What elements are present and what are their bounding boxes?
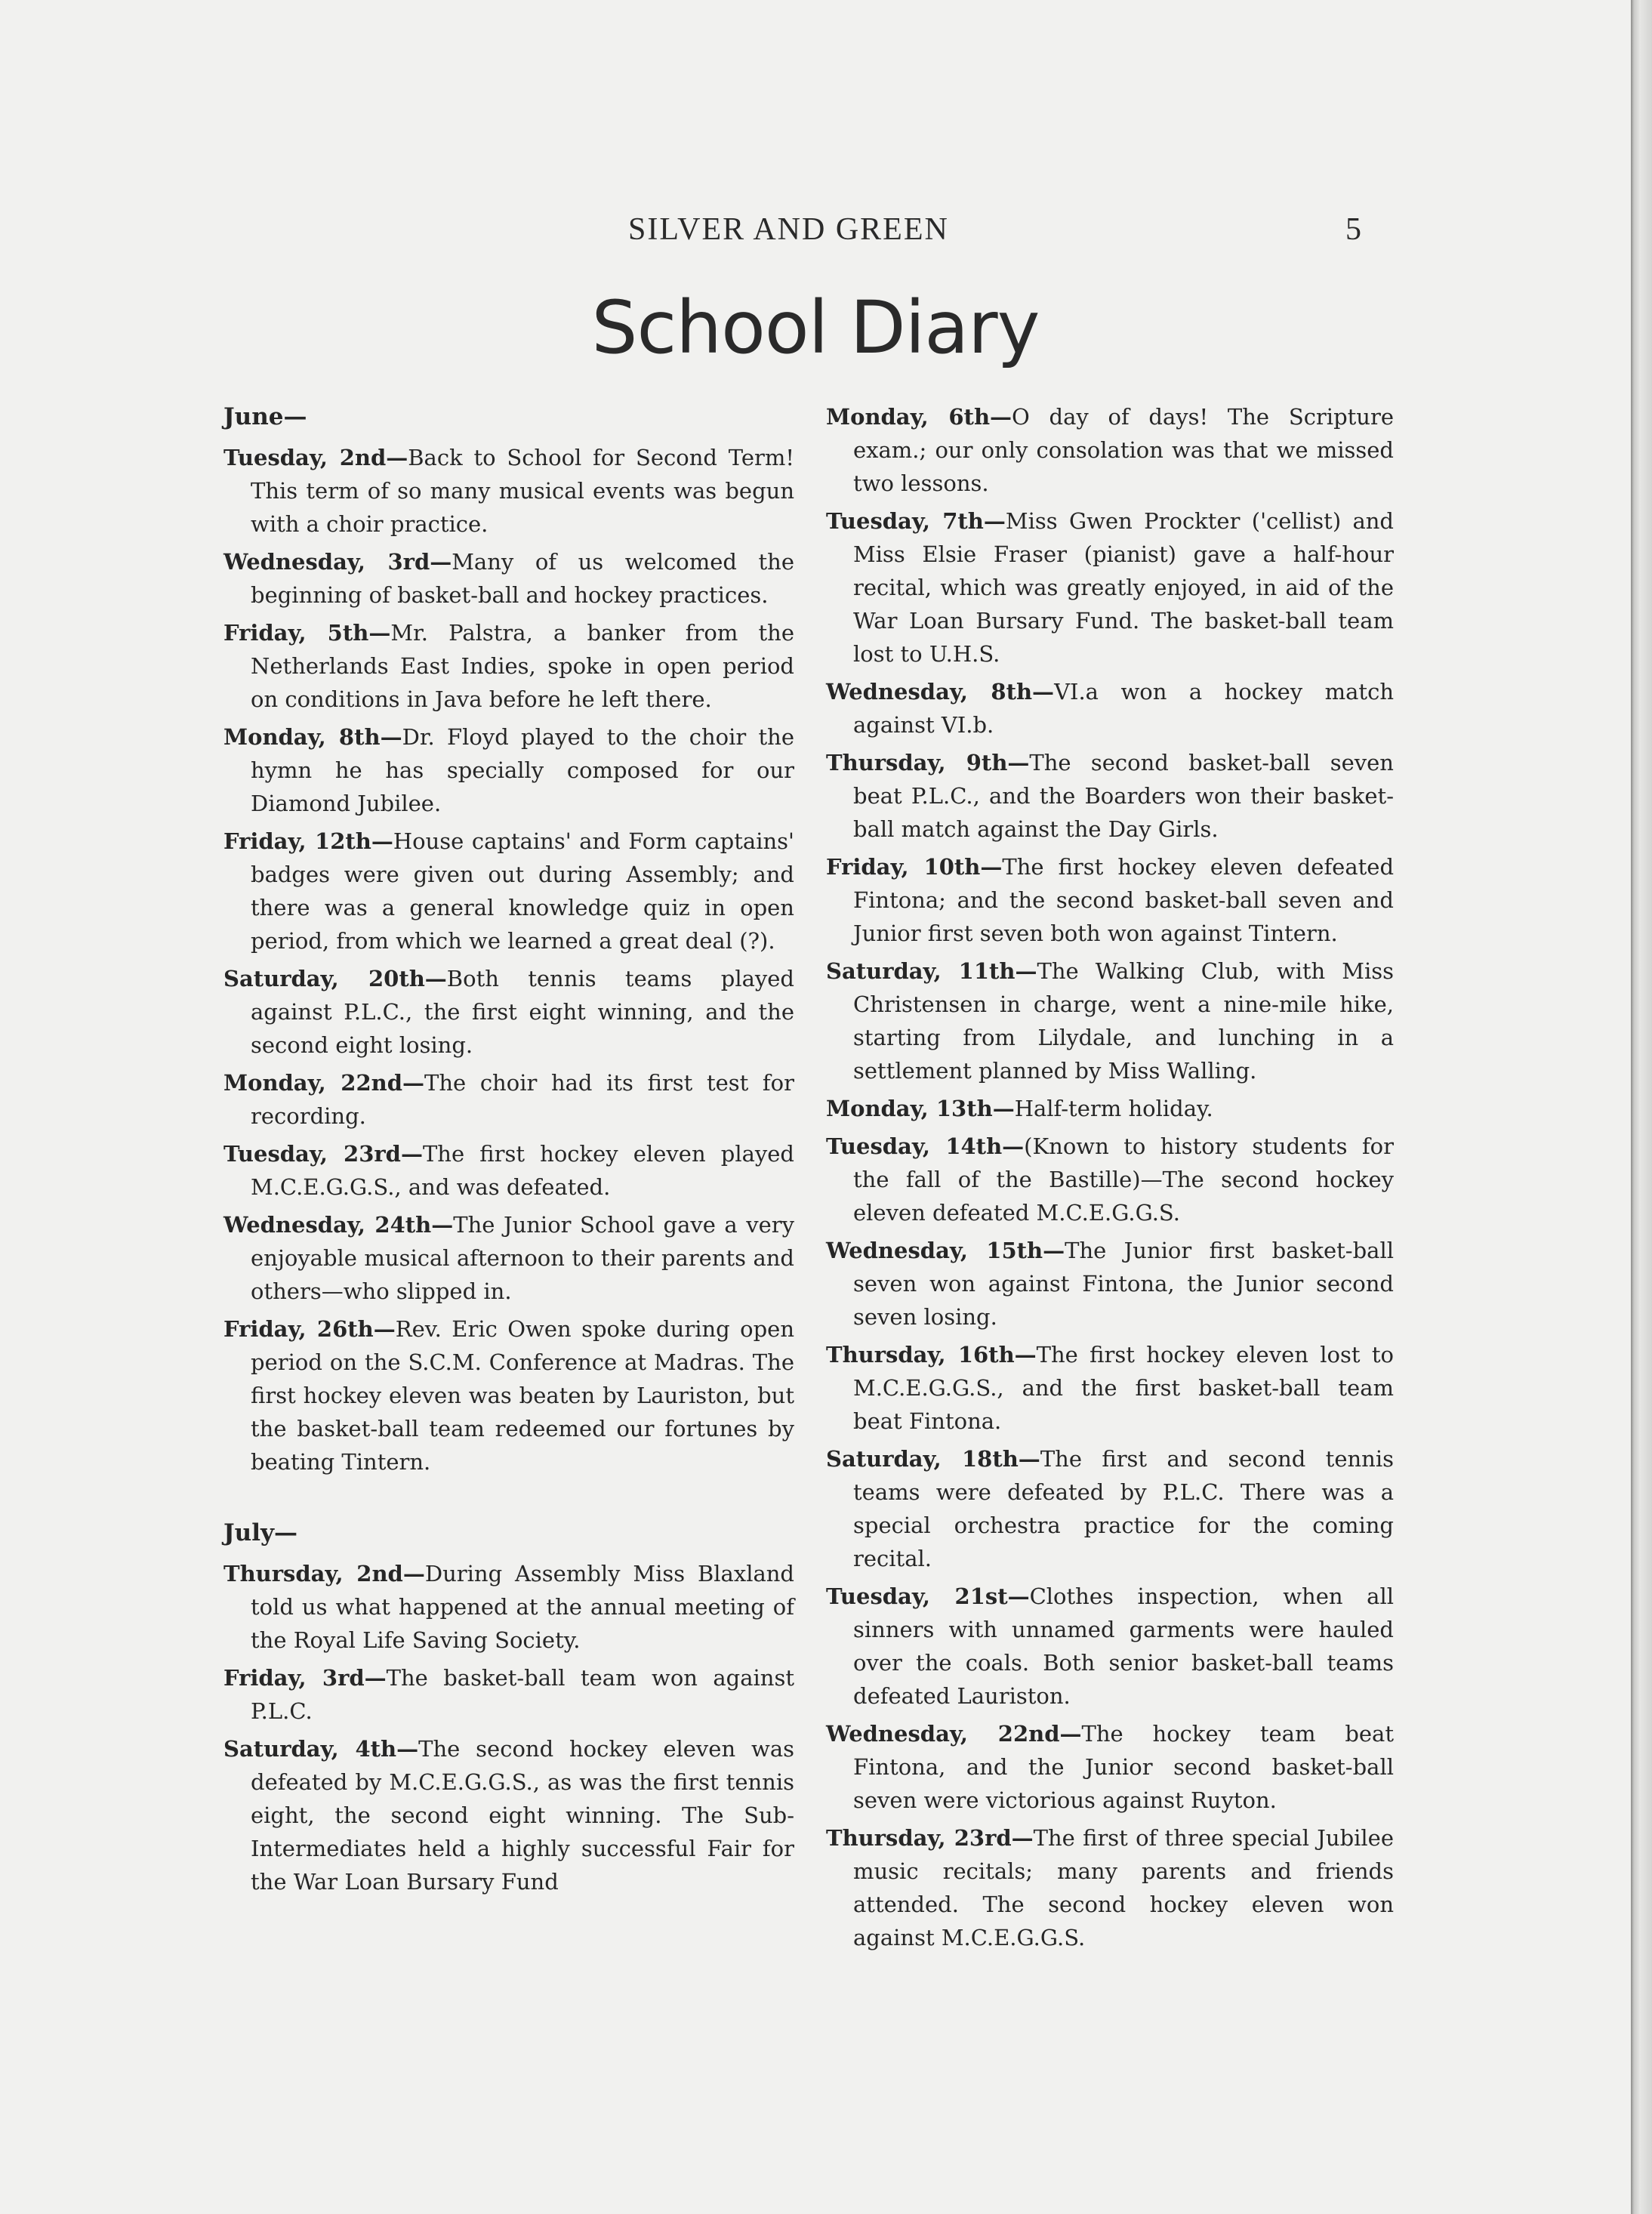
entry-date: Monday, 13th— [826,1096,1015,1121]
diary-entry [223,1208,794,1308]
entry-text: O day of days! The Scripture exam.; our only consolation was that we missed two lessons. [853,404,1394,496]
entry-date: Wednesday, 22nd— [826,1721,1082,1747]
entry-date: Friday, 5th— [223,620,391,646]
diary-entry [826,1717,1394,1817]
entry-date: Thursday, 2nd— [223,1561,425,1586]
diary-entry [826,1442,1394,1575]
diary-entry [826,850,1394,950]
entry-text: (Known to history students for the fall of the Bastille)—The second hockey eleven defeated M.C.E.G.G.S. [853,1133,1395,1226]
entry-text: The Junior School gave a very enjoyable musical afternoon to their parents and others—who slipped in. [251,1212,795,1304]
diary-entry [223,1137,794,1204]
entry-text: The first of three special Jubilee music recitals; many parents and friends attended. The second hockey eleven won against M.C.E.G.G.S. [853,1825,1395,1950]
right-column [826,400,1394,1959]
entry-text: The first hockey eleven defeated Fintona; and the second basket-ball seven and Junior first seven both won against Tintern. [853,854,1395,946]
entry-text: House captains' and Form captains' badges were given out during Assembly; and there was a general knowledge quiz in open period, from which we learned a great deal (?). [251,828,794,954]
entry-date: Tuesday, 14th— [826,1133,1025,1159]
entry-date: Tuesday, 2nd— [223,445,408,470]
entry-date: Wednesday, 3rd— [223,549,452,575]
entry-text: Rev. Eric Owen spoke during open period on the S.C.M. Conference at Madras. The first hockey eleven was beaten by Lauriston, but the basket-ball team redeemed our fortunes by beating Tintern. [251,1316,795,1475]
entry-text: The first and second tennis teams were defeated by P.L.C. There was a special orchestra practice for the coming recital. [853,1446,1394,1571]
entry-text: The basket-ball team won against P.L.C. [251,1665,794,1724]
page-gutter [1631,0,1652,2214]
entry-date: Wednesday, 15th— [826,1238,1065,1263]
entry-text: The first hockey eleven lost to M.C.E.G.G.S., and the first basket-ball team beat Fintona. [853,1342,1394,1434]
entry-text: During Assembly Miss Blaxland told us what happened at the annual meeting of the Royal Life Saving Society. [251,1561,794,1653]
entry-date: Friday, 12th— [223,828,393,854]
entry-date: Monday, 8th— [223,724,402,750]
entry-text: Back to School for Second Term! This term of so many musical events was begun with a choir practice. [251,445,794,537]
running-title: SILVER AND GREEN [628,212,949,247]
diary-entry [826,1234,1394,1334]
entry-date: Thursday, 16th— [826,1342,1037,1368]
entry-text: The Junior first basket-ball seven won against Fintona, the Junior second seven losing. [853,1238,1395,1330]
entry-text: Half-term holiday. [1014,1096,1213,1121]
diary-entry [223,1066,794,1133]
entry-date: Wednesday, 24th— [223,1212,454,1238]
page-number: 5 [1345,212,1361,247]
entry-date: Thursday, 9th— [826,750,1030,776]
diary-entry [223,1661,794,1728]
entry-text: Clothes inspection, when all sinners with unnamed garments were hauled over the coals. Both senior basket-ball teams defeated Lauriston. [853,1583,1394,1709]
diary-entry [223,1312,794,1479]
diary-entry [826,400,1394,500]
entry-date: Friday, 3rd— [223,1665,387,1691]
entry-date: Saturday, 20th— [223,966,447,991]
entry-text: VI.a won a hockey match against VI.b. [853,679,1394,738]
diary-entry [223,545,794,612]
month-heading-july: July— [223,1519,297,1546]
entry-date: Saturday, 11th— [826,958,1037,984]
entry-date: Tuesday, 7th— [826,508,1006,534]
entry-date: Friday, 26th— [223,1316,396,1342]
diary-entry [826,1338,1394,1438]
diary-entry [826,1092,1394,1125]
entry-text: Miss Gwen Prockter ('cellist) and Miss Elsie Fraser (pianist) gave a half-hour recital, which was greatly enjoyed, in aid of the War Loan Bursary Fund. The basket-ball team lost to U.H.S. [853,508,1394,667]
entry-text: The Walking Club, with Miss Christensen in charge, went a nine-mile hike, starting from Lilydale, and lunching in a settlement planned by Miss Walling. [853,958,1394,1084]
diary-entry [223,720,794,820]
entry-date: Thursday, 23rd— [826,1825,1034,1851]
month-heading-june: June— [223,403,307,430]
diary-entry [223,441,794,541]
diary-entry [826,504,1394,671]
left-column [223,400,794,1903]
diary-entry [223,825,794,957]
entry-date: Wednesday, 8th— [826,679,1055,705]
entry-text: Both tennis teams played against P.L.C., the first eight winning, and the second eight losing. [251,966,794,1058]
entry-date: Tuesday, 23rd— [223,1141,423,1167]
diary-entry [826,746,1394,846]
diary-entry [223,1557,794,1657]
entry-date: Monday, 22nd— [223,1070,424,1096]
diary-entry [826,1130,1394,1229]
diary-entry [826,675,1394,742]
page-title: School Diary [591,285,1040,370]
diary-entry [223,962,794,1062]
entry-text: Mr. Palstra, a banker from the Netherlands East Indies, spoke in open period on conditions in Java before he left there. [251,620,795,712]
entry-date: Tuesday, 21st— [826,1583,1030,1609]
entry-date: Saturday, 4th— [223,1736,419,1762]
entry-text: Dr. Floyd played to the choir the hymn he has specially composed for our Diamond Jubilee. [251,724,794,816]
diary-entry [826,954,1394,1087]
entry-text: The hockey team beat Fintona, and the Junior second basket-ball seven were victorious against Ruyton. [853,1721,1394,1813]
entry-text: Many of us welcomed the beginning of basket-ball and hockey practices. [251,549,794,608]
diary-entry [223,616,794,716]
entry-text: The second hockey eleven was defeated by M.C.E.G.G.S., as was the first tennis eight, the second eight winning. The Sub-Intermediates held a highly successful Fair for the War Loan Bursary Fund [251,1736,794,1895]
entry-text: The second basket-ball seven beat P.L.C., and the Boarders won their basket-ball match against the Day Girls. [853,750,1394,842]
diary-entry [826,1821,1394,1954]
diary-entry [826,1580,1394,1713]
entry-date: Friday, 10th— [826,854,1003,880]
entry-date: Saturday, 18th— [826,1446,1040,1472]
diary-entry [223,1732,794,1898]
entry-text: The choir had its first test for recording. [251,1070,794,1129]
entry-text: The first hockey eleven played M.C.E.G.G.S., and was defeated. [251,1141,794,1200]
entry-date: Monday, 6th— [826,404,1012,430]
